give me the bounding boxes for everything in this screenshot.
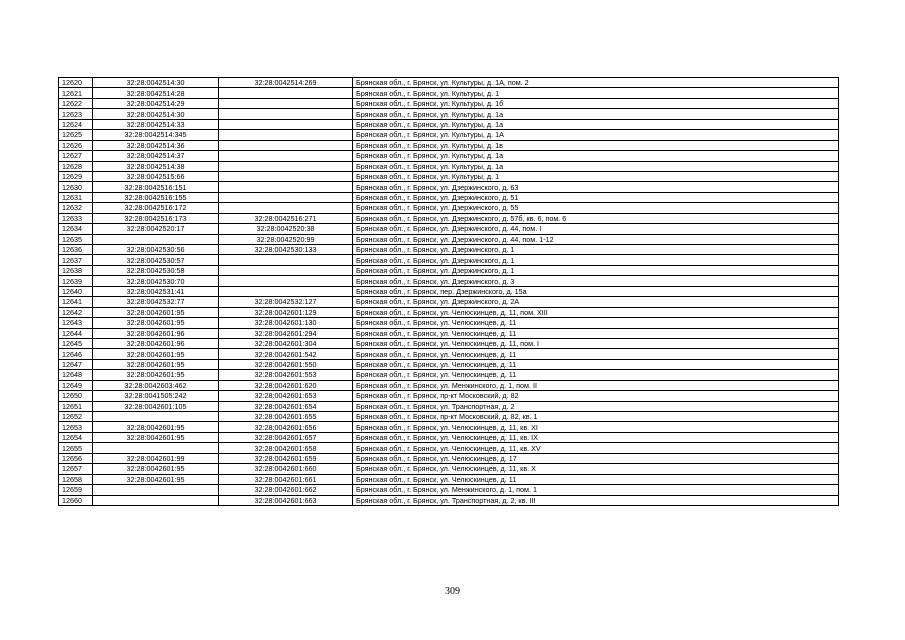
address-cell: Брянская обл., г. Брянск, ул. Культуры, д. 1 (353, 88, 839, 98)
cadastral-number-cell: 32:28:0042514:38 (93, 161, 219, 171)
registry-table (58, 77, 839, 506)
address-cell: Брянская обл., г. Брянск, ул. Челюскинцев, д. 11, пом. XIII (353, 307, 839, 317)
table-row (59, 380, 839, 390)
cadastral-number-cell (93, 443, 219, 453)
cadastral-number-cell: 32:28:0042516:155 (93, 192, 219, 202)
cadastral-number-cell: 32:28:0042603:462 (93, 380, 219, 390)
cadastral-number-cell: 32:28:0042531:41 (93, 286, 219, 296)
object-number-cell: 32:28:0042601:657 (219, 432, 353, 442)
address-cell: Брянская обл., г. Брянск, ул. Челюскинцев, д. 11 (353, 359, 839, 369)
object-number-cell: 32:28:0042601:553 (219, 370, 353, 380)
cadastral-number-cell: 32:28:0041505:242 (93, 391, 219, 401)
address-cell: Брянская обл., г. Брянск, ул. Челюскинцев, д. 17 (353, 453, 839, 463)
object-number-cell (219, 171, 353, 181)
cadastral-number-cell: 32:28:0042514:33 (93, 119, 219, 129)
cadastral-number-cell: 32:28:0042601:95 (93, 318, 219, 328)
address-cell: Брянская обл., г. Брянск, ул. Транспортная, д. 2, кв. III (353, 495, 839, 505)
cadastral-number-cell: 32:28:0042601:96 (93, 338, 219, 348)
object-number-cell (219, 286, 353, 296)
registry-table-body (59, 78, 839, 506)
row-number-cell: 12651 (59, 401, 93, 411)
cadastral-number-cell: 32:28:0042515:66 (93, 171, 219, 181)
row-number-cell: 12633 (59, 213, 93, 223)
cadastral-number-cell (93, 412, 219, 422)
object-number-cell: 32:28:0042601:659 (219, 453, 353, 463)
address-cell: Брянская обл., г. Брянск, ул. Культуры, д. 1а (353, 161, 839, 171)
address-cell: Брянская обл., г. Брянск, ул. Культуры, д. 1А (353, 130, 839, 140)
object-number-cell: 32:28:0042601:658 (219, 443, 353, 453)
table-row (59, 297, 839, 307)
address-cell: Брянская обл., г. Брянск, ул. Дзержинского, д. 44, пом. I (353, 224, 839, 234)
address-cell: Брянская обл., г. Брянск, ул. Дзержинского, д. 2А (353, 297, 839, 307)
cadastral-number-cell: 32:28:0042601:95 (93, 359, 219, 369)
table-row (59, 151, 839, 161)
table-row (59, 495, 839, 505)
address-cell: Брянская обл., г. Брянск, ул. Менжинского, д. 1, пом. II (353, 380, 839, 390)
object-number-cell: 32:28:0042601:550 (219, 359, 353, 369)
cadastral-number-cell: 32:28:0042516:173 (93, 213, 219, 223)
cadastral-number-cell: 32:28:0042530:57 (93, 255, 219, 265)
object-number-cell: 32:28:0042601:656 (219, 422, 353, 432)
table-row (59, 224, 839, 234)
address-cell: Брянская обл., г. Брянск, ул. Культуры, д. 1в (353, 140, 839, 150)
address-cell: Брянская обл., г. Брянск, ул. Челюскинцев, д. 11, кв. XV (353, 443, 839, 453)
row-number-cell: 12654 (59, 432, 93, 442)
address-cell: Брянская обл., г. Брянск, ул. Челюскинцев, д. 11 (353, 328, 839, 338)
table-row (59, 192, 839, 202)
address-cell: Брянская обл., г. Брянск, ул. Дзержинского, д. 55 (353, 203, 839, 213)
object-number-cell: 32:28:0042520:99 (219, 234, 353, 244)
address-cell: Брянская обл., г. Брянск, ул. Дзержинского, д. 44, пом. 1-12 (353, 234, 839, 244)
address-cell: Брянская обл., г. Брянск, ул. Дзержинского, д. 57б, кв. 6, пом. 6 (353, 213, 839, 223)
address-cell: Брянская обл., г. Брянск, ул. Транспортная, д. 2 (353, 401, 839, 411)
row-number-cell: 12622 (59, 98, 93, 108)
table-row (59, 432, 839, 442)
row-number-cell: 12629 (59, 171, 93, 181)
table-row (59, 443, 839, 453)
address-cell: Брянская обл., г. Брянск, ул. Культуры, д. 1а (353, 151, 839, 161)
row-number-cell: 12636 (59, 245, 93, 255)
object-number-cell (219, 98, 353, 108)
object-number-cell: 32:28:0042601:655 (219, 412, 353, 422)
row-number-cell: 12621 (59, 88, 93, 98)
cadastral-number-cell: 32:28:0042520:17 (93, 224, 219, 234)
address-cell: Брянская обл., г. Брянск, ул. Челюскинцев, д. 11 (353, 318, 839, 328)
row-number-cell: 12630 (59, 182, 93, 192)
row-number-cell: 12627 (59, 151, 93, 161)
object-number-cell (219, 182, 353, 192)
cadastral-number-cell: 32:28:0042532:77 (93, 297, 219, 307)
object-number-cell (219, 255, 353, 265)
object-number-cell: 32:28:0042520:38 (219, 224, 353, 234)
cadastral-number-cell: 32:28:0042601:95 (93, 307, 219, 317)
address-cell: Брянская обл., г. Брянск, ул. Дзержинского, д. 1 (353, 255, 839, 265)
object-number-cell: 32:28:0042601:663 (219, 495, 353, 505)
row-number-cell: 12645 (59, 338, 93, 348)
table-row (59, 359, 839, 369)
table-row (59, 370, 839, 380)
address-cell: Брянская обл., г. Брянск, ул. Дзержинского, д. 3 (353, 276, 839, 286)
object-number-cell: 32:28:0042601:653 (219, 391, 353, 401)
table-row (59, 130, 839, 140)
cadastral-number-cell: 32:28:0042601:96 (93, 328, 219, 338)
address-cell: Брянская обл., г. Брянск, ул. Челюскинцев, д. 11, пом. I (353, 338, 839, 348)
table-row (59, 453, 839, 463)
table-row (59, 276, 839, 286)
table-row (59, 286, 839, 296)
table-row (59, 203, 839, 213)
object-number-cell: 32:28:0042601:304 (219, 338, 353, 348)
table-row (59, 119, 839, 129)
row-number-cell: 12656 (59, 453, 93, 463)
address-cell: Брянская обл., г. Брянск, ул. Культуры, д. 1 (353, 171, 839, 181)
table-row (59, 88, 839, 98)
object-number-cell (219, 203, 353, 213)
object-number-cell: 32:28:0042530:133 (219, 245, 353, 255)
row-number-cell: 12638 (59, 265, 93, 275)
cadastral-number-cell: 32:28:0042601:95 (93, 474, 219, 484)
row-number-cell: 12643 (59, 318, 93, 328)
row-number-cell: 12655 (59, 443, 93, 453)
row-number-cell: 12637 (59, 255, 93, 265)
address-cell: Брянская обл., г. Брянск, пр-кт Московский, д. 82 (353, 391, 839, 401)
object-number-cell (219, 276, 353, 286)
row-number-cell: 12658 (59, 474, 93, 484)
row-number-cell: 12634 (59, 224, 93, 234)
table-row (59, 78, 839, 88)
object-number-cell: 32:28:0042601:654 (219, 401, 353, 411)
cadastral-number-cell: 32:28:0042514:29 (93, 98, 219, 108)
object-number-cell: 32:28:0042601:662 (219, 485, 353, 495)
cadastral-number-cell: 32:28:0042514:36 (93, 140, 219, 150)
row-number-cell: 12628 (59, 161, 93, 171)
table-row (59, 140, 839, 150)
table-row (59, 265, 839, 275)
row-number-cell: 12646 (59, 349, 93, 359)
cadastral-number-cell: 32:28:0042516:172 (93, 203, 219, 213)
address-cell: Брянская обл., г. Брянск, ул. Менжинского, д. 1, пом. 1 (353, 485, 839, 495)
object-number-cell (219, 109, 353, 119)
table-row (59, 171, 839, 181)
table-row (59, 307, 839, 317)
address-cell: Брянская обл., г. Брянск, ул. Культуры, д. 1а (353, 109, 839, 119)
object-number-cell (219, 88, 353, 98)
object-number-cell: 32:28:0042601:130 (219, 318, 353, 328)
object-number-cell: 32:28:0042601:660 (219, 464, 353, 474)
cadastral-number-cell (93, 495, 219, 505)
table-row (59, 255, 839, 265)
cadastral-number-cell: 32:28:0042601:95 (93, 432, 219, 442)
row-number-cell: 12652 (59, 412, 93, 422)
row-number-cell: 12650 (59, 391, 93, 401)
address-cell: Брянская обл., г. Брянск, ул. Челюскинцев, д. 11, кв. IX (353, 432, 839, 442)
cadastral-number-cell (93, 485, 219, 495)
address-cell: Брянская обл., г. Брянск, ул. Культуры, д. 1б (353, 98, 839, 108)
cadastral-number-cell: 32:28:0042516:151 (93, 182, 219, 192)
table-row (59, 391, 839, 401)
row-number-cell: 12657 (59, 464, 93, 474)
cadastral-number-cell: 32:28:0042601:95 (93, 422, 219, 432)
address-cell: Брянская обл., г. Брянск, пр-кт Московский, д. 82, кв. 1 (353, 412, 839, 422)
object-number-cell: 32:28:0042601:129 (219, 307, 353, 317)
object-number-cell (219, 151, 353, 161)
row-number-cell: 12648 (59, 370, 93, 380)
cadastral-number-cell: 32:28:0042601:95 (93, 349, 219, 359)
cadastral-number-cell: 32:28:0042601:99 (93, 453, 219, 463)
table-row (59, 349, 839, 359)
row-number-cell: 12640 (59, 286, 93, 296)
address-cell: Брянская обл., г. Брянск, ул. Дзержинского, д. 1 (353, 265, 839, 275)
cadastral-number-cell: 32:28:0042514:345 (93, 130, 219, 140)
cadastral-number-cell: 32:28:0042601:95 (93, 370, 219, 380)
table-row (59, 401, 839, 411)
row-number-cell: 12642 (59, 307, 93, 317)
address-cell: Брянская обл., г. Брянск, ул. Челюскинцев, д. 11, кв. XI (353, 422, 839, 432)
address-cell: Брянская обл., г. Брянск, ул. Челюскинцев, д. 11, кв. X (353, 464, 839, 474)
row-number-cell: 12639 (59, 276, 93, 286)
address-cell: Брянская обл., г. Брянск, ул. Дзержинского, д. 51 (353, 192, 839, 202)
table-row (59, 464, 839, 474)
table-row (59, 161, 839, 171)
object-number-cell: 32:28:0042601:620 (219, 380, 353, 390)
row-number-cell: 12641 (59, 297, 93, 307)
page-number: 309 (445, 586, 460, 597)
cadastral-number-cell: 32:28:0042514:30 (93, 78, 219, 88)
cadastral-number-cell: 32:28:0042514:28 (93, 88, 219, 98)
address-cell: Брянская обл., г. Брянск, ул. Дзержинского, д. 63 (353, 182, 839, 192)
address-cell: Брянская обл., г. Брянск, ул. Челюскинцев, д. 11 (353, 370, 839, 380)
address-cell: Брянская обл., г. Брянск, ул. Дзержинского, д. 1 (353, 245, 839, 255)
object-number-cell (219, 192, 353, 202)
row-number-cell: 12632 (59, 203, 93, 213)
row-number-cell: 12631 (59, 192, 93, 202)
cadastral-number-cell: 32:28:0042514:30 (93, 109, 219, 119)
address-cell: Брянская обл., г. Брянск, ул. Челюскинцев, д. 11 (353, 474, 839, 484)
row-number-cell: 12624 (59, 119, 93, 129)
row-number-cell: 12649 (59, 380, 93, 390)
table-row (59, 182, 839, 192)
cadastral-number-cell: 32:28:0042601:95 (93, 464, 219, 474)
object-number-cell (219, 161, 353, 171)
cadastral-number-cell: 32:28:0042601:105 (93, 401, 219, 411)
table-row (59, 412, 839, 422)
cadastral-number-cell: 32:28:0042530:56 (93, 245, 219, 255)
row-number-cell: 12623 (59, 109, 93, 119)
row-number-cell: 12635 (59, 234, 93, 244)
table-row (59, 485, 839, 495)
object-number-cell (219, 140, 353, 150)
object-number-cell (219, 130, 353, 140)
object-number-cell: 32:28:0042601:294 (219, 328, 353, 338)
row-number-cell: 12647 (59, 359, 93, 369)
address-cell: Брянская обл., г. Брянск, ул. Челюскинцев, д. 11 (353, 349, 839, 359)
row-number-cell: 12660 (59, 495, 93, 505)
object-number-cell: 32:28:0042601:661 (219, 474, 353, 484)
cadastral-number-cell: 32:28:0042530:58 (93, 265, 219, 275)
object-number-cell: 32:28:0042601:542 (219, 349, 353, 359)
table-row (59, 422, 839, 432)
address-cell: Брянская обл., г. Брянск, ул. Культуры, д. 1А, пом. 2 (353, 78, 839, 88)
table-row (59, 234, 839, 244)
row-number-cell: 12626 (59, 140, 93, 150)
object-number-cell: 32:28:0042532:127 (219, 297, 353, 307)
table-row (59, 98, 839, 108)
row-number-cell: 12620 (59, 78, 93, 88)
row-number-cell: 12659 (59, 485, 93, 495)
object-number-cell (219, 265, 353, 275)
address-cell: Брянская обл., г. Брянск, пер. Дзержинского, д. 15а (353, 286, 839, 296)
object-number-cell: 32:28:0042514:269 (219, 78, 353, 88)
address-cell: Брянская обл., г. Брянск, ул. Культуры, д. 1а (353, 119, 839, 129)
cadastral-number-cell: 32:28:0042514:37 (93, 151, 219, 161)
table-row (59, 338, 839, 348)
table-row (59, 213, 839, 223)
cadastral-number-cell: 32:28:0042530:70 (93, 276, 219, 286)
cadastral-number-cell (93, 234, 219, 244)
row-number-cell: 12625 (59, 130, 93, 140)
table-row (59, 109, 839, 119)
object-number-cell: 32:28:0042516:271 (219, 213, 353, 223)
table-row (59, 328, 839, 338)
table-row (59, 474, 839, 484)
row-number-cell: 12653 (59, 422, 93, 432)
table-row (59, 245, 839, 255)
object-number-cell (219, 119, 353, 129)
table-row (59, 318, 839, 328)
row-number-cell: 12644 (59, 328, 93, 338)
